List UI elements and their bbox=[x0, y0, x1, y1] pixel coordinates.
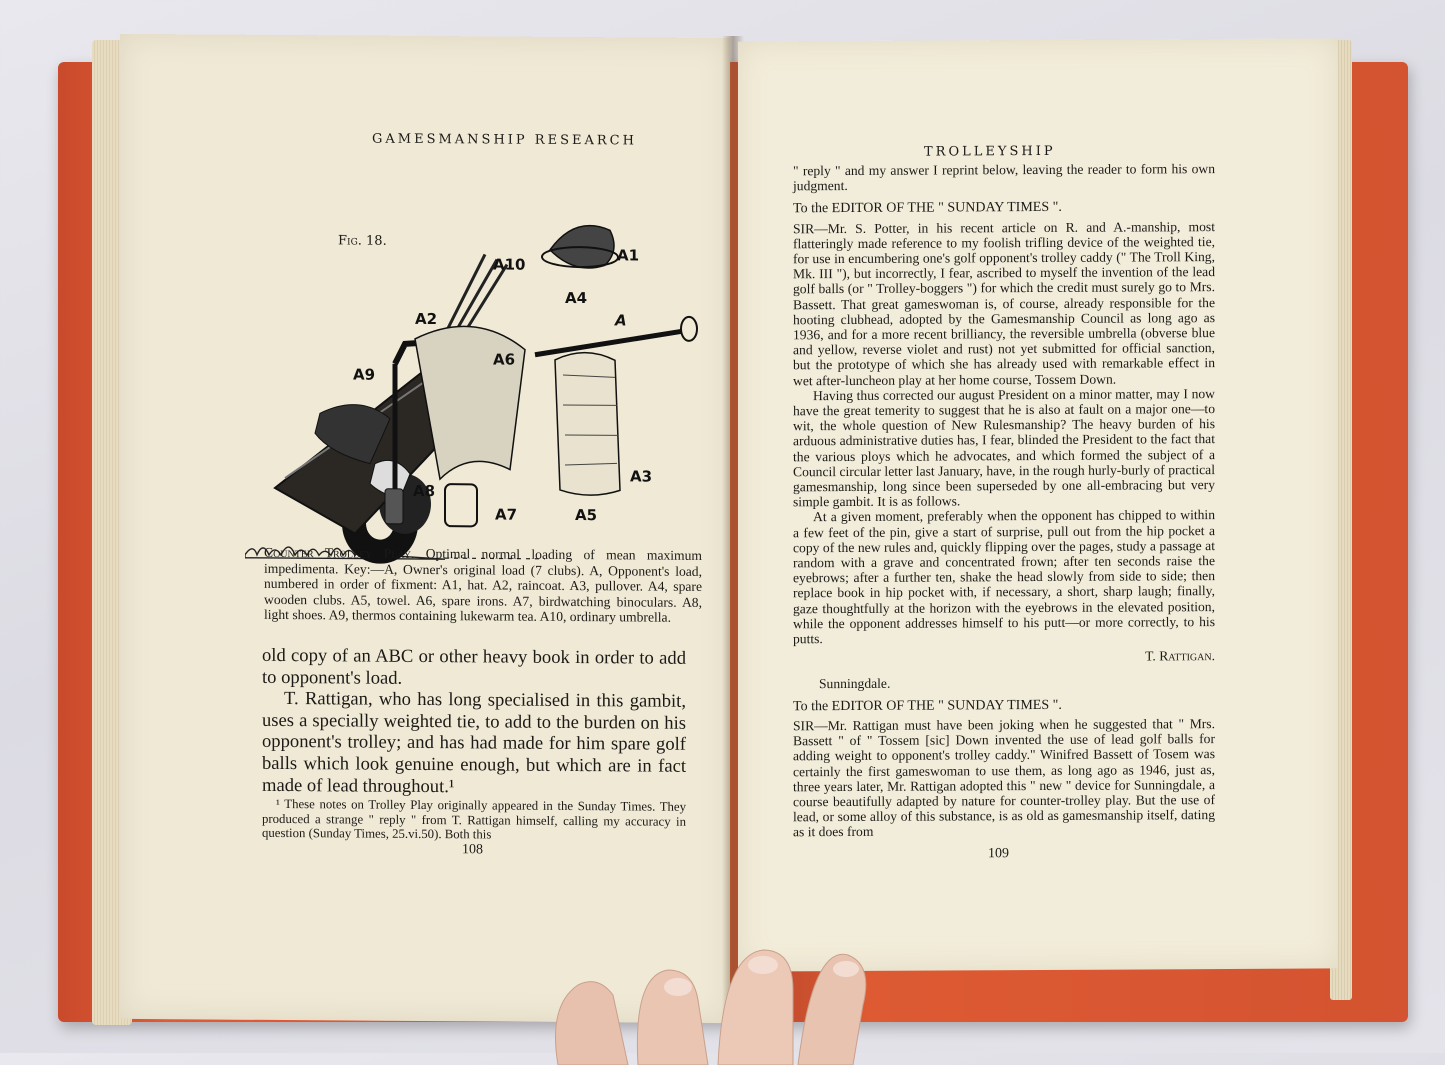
callout-a4: A4 bbox=[565, 288, 588, 308]
callout-a: A bbox=[615, 311, 627, 330]
callout-a5: A5 bbox=[575, 506, 598, 525]
callout-a8: A8 bbox=[413, 481, 436, 501]
figure-caption bbox=[264, 545, 702, 626]
left-body-text bbox=[262, 645, 686, 799]
letter-paragraph: SIR—Mr. S. Potter, in his recent article on R. and A.-manship, most flatteringly made reference to my foolish trifling device of the weighted tie, for use in encumbering one's golf opponent's trolley caddy (" The Troll King, Mk. III "), but incorrectly, I fear, ascribed to myself the invention of the lead golf balls (or " Trolley-boggers ") for which the credit must surely go to Mrs. Bassett. That great gameswoman is, of course, already responsible for the hooting clubhead, adopted by the Gamesmanship Council as long ago as 1936, and for a more recent brilliancy, the reversible umbrella (obverse blue and yellow, reverse violet and rust) not yet submitted for official sanction, but the prototype of which she has already used with remarkable effect in wet after-luncheon play at her home course, Tossem Down. bbox=[793, 218, 1215, 388]
callout-a6: A6 bbox=[493, 350, 516, 369]
letter-heading: To the EDITOR OF THE " SUNDAY TIMES ". bbox=[793, 200, 1062, 217]
intro-paragraph: " reply " and my answer I reprint below, leaving the reader to form his own judgment. bbox=[793, 161, 1215, 194]
callout-a2: A2 bbox=[415, 309, 438, 329]
page-number-left: 108 bbox=[462, 842, 483, 858]
body-paragraph: T. Rattigan, who has long specialised in this gambit, uses a specially weighted tie, to add to the burden on his opponent's trolley; and has had made for him spare golf balls which look genuine enough, but which are in fact made of lead throughout.¹ bbox=[262, 688, 686, 797]
golf-trolley-illustration bbox=[245, 163, 705, 571]
left-page bbox=[120, 34, 730, 1023]
letter-place: Sunningdale. bbox=[819, 675, 891, 691]
letter-signature: T. Rattigan. bbox=[1145, 648, 1215, 664]
hand bbox=[528, 925, 908, 1065]
running-head-right: TROLLEYSHIP bbox=[924, 143, 1056, 160]
callout-a1: A1 bbox=[617, 246, 640, 265]
footnote: ¹ These notes on Trolley Play originally appeared in the Sunday Times. They produced a strange " reply " from T. Rattigan himself, calling my accuracy in question (Sunday Times, 25.vi.50). Both this bbox=[262, 796, 686, 842]
page-number-right: 109 bbox=[988, 846, 1009, 862]
right-body-text bbox=[793, 161, 1215, 840]
figure-label: Fig. 18. bbox=[338, 233, 387, 249]
caption-title: Counter Trolley Play. bbox=[264, 544, 415, 561]
body-paragraph: old copy of an ABC or other heavy book in order to add to opponent's load. bbox=[262, 644, 686, 689]
running-head-left: GAMESMANSHIP RESEARCH bbox=[372, 131, 637, 149]
right-page bbox=[738, 38, 1338, 971]
letter-paragraph: SIR—Mr. Rattigan must have been joking when he suggested that " Mrs. Bassett " of " Tossem [sic] Down invented the use of lead golf balls for adding weight to opponent's trolley caddy." Winifred Bassett of Tosem was certainly the first gameswoman to use them, as long ago as 1946, just as, three years later, Mr. Rattigan adopted this " new " device for Sunningdale, a course beautifully adapted by nature for counter-trolley play. But the use of lead, or some alloy of this substance, is as old as gamesmanship itself, dating as it does from bbox=[793, 715, 1215, 840]
callout-a10: A10 bbox=[493, 255, 526, 274]
caption-text: Optimal normal loading of mean maximum impedimenta. Key:—A, Owner's original load (7 clubs). A, Opponent's load, numbered in order of fixment: A1, hat. A2, raincoat. A3, pullover. A4, spare wooden clubs. A5, towel. A6, spare irons. A7, birdwatching binoculars. A8, light shoes. A9, thermos containing lukewarm tea. A10, ordinary umbrella. bbox=[264, 546, 702, 625]
callout-a9: A9 bbox=[353, 365, 376, 384]
letter-heading: To the EDITOR OF THE " SUNDAY TIMES ". bbox=[793, 697, 1062, 714]
letter-paragraph: At a given moment, preferably when the opponent has chipped to within a few feet of the pin, give a start of surprise, pull out from the hip pocket a copy of the new rules and, quickly flipping over the pages, study a passage at random with a grave and concentrated frown; after ten seconds raise the eyebrows; after a further ten, shake the head slowly from side to side; then replace book in hip pocket with, if necessary, a short, sharp laugh; finally, gaze thoughtfully at the horizon with the eyebrows in the elevated position, while the opponent addresses himself to his putt—or more correctly, to his putts. bbox=[793, 507, 1215, 647]
callout-a3: A3 bbox=[630, 467, 653, 486]
letter-paragraph: Having thus corrected our august President on a minor matter, may I now have the great temerity to suggest that he is also at fault on a major one—to wit, the whole question of New Rulesmanship? The heavy burden of his arduous administrative duties has, I fear, blinded the President to the fact that the various ploys which he advocates, and which formed the subject of a Council circular letter last January, have, in the rough hurly-burly of practical gamesmanship, long since been superseded by one all-embracing but very simple gambit. It is as follows. bbox=[793, 385, 1215, 510]
callout-a7: A7 bbox=[495, 505, 518, 524]
